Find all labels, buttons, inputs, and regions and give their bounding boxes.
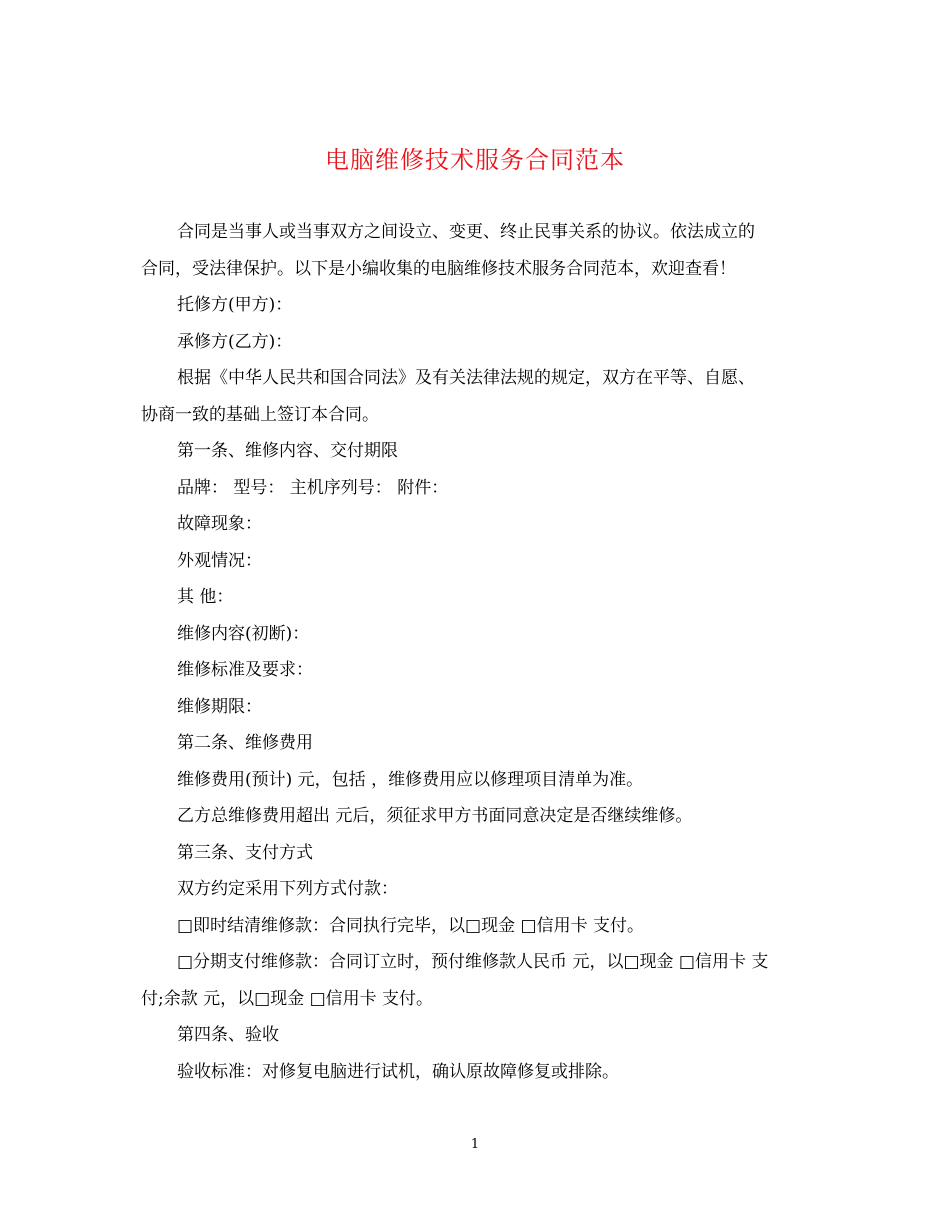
paragraph-line: 双方约定采用下列方式付款： (177, 879, 398, 899)
document-paragraph (141, 944, 813, 1017)
page-number: 1 (470, 1137, 480, 1152)
paragraph-line: 验收标准：对修复电脑进行试机，确认原故障修复或排除。 (177, 1061, 619, 1082)
document-paragraph (141, 725, 813, 762)
document-title: 电脑维修技术服务合同范本 (325, 146, 625, 174)
document-paragraph (141, 835, 813, 872)
paragraph-line: 第四条、验收 (177, 1025, 279, 1045)
paragraph-line: □分期支付维修款：合同订立时，预付维修款人民币 元，以□现金 □信用卡 支 (177, 952, 769, 972)
paragraph-line: 合同是当事人或当事双方之间设立、变更、终止民事关系的协议。依法成立的 (177, 222, 755, 242)
paragraph-line: 第二条、维修费用 (177, 733, 313, 753)
document-paragraph (141, 360, 813, 433)
paragraph-line: 故障现象： (177, 514, 262, 534)
document-body (141, 214, 813, 1090)
paragraph-line: 维修费用(预计) 元，包括 ，维修费用应以修理项目清单为准。 (177, 769, 644, 790)
document-paragraph (141, 470, 813, 507)
document-paragraph (141, 543, 813, 580)
document-paragraph (141, 798, 813, 835)
paragraph-line: 托修方(甲方)： (177, 295, 293, 315)
paragraph-line: 维修标准及要求： (177, 660, 313, 680)
paragraph-line: 根据《中华人民共和国合同法》及有关法律法规的规定，双方在平等、自愿、 (177, 368, 755, 388)
paragraph-line: 第三条、支付方式 (177, 842, 313, 863)
document-paragraph (141, 762, 813, 799)
paragraph-line: 第一条、维修内容、交付期限 (177, 441, 398, 461)
document-paragraph (141, 214, 813, 287)
document-paragraph (141, 287, 813, 324)
document-paragraph (141, 1017, 813, 1054)
document-paragraph (141, 579, 813, 616)
paragraph-line: 乙方总维修费用超出 元后，须征求甲方书面同意决定是否继续维修。 (177, 806, 693, 826)
paragraph-line: 合同，受法律保护。以下是小编收集的电脑维修技术服务合同范本，欢迎查看！ (141, 258, 736, 279)
document-paragraph (141, 433, 813, 470)
document-paragraph (141, 871, 813, 908)
paragraph-line: 品牌： 型号： 主机序列号： 附件： (177, 477, 449, 498)
document-paragraph (141, 908, 813, 945)
paragraph-line: 其 他： (177, 587, 234, 607)
document-paragraph (141, 616, 813, 653)
document-paragraph (141, 324, 813, 361)
document-paragraph (141, 506, 813, 543)
document-paragraph (141, 1054, 813, 1091)
paragraph-line: 承修方(乙方)： (177, 331, 293, 352)
document-paragraph (141, 652, 813, 689)
paragraph-line: 外观情况： (177, 550, 262, 571)
document-paragraph (141, 689, 813, 726)
paragraph-line: 维修内容(初断)： (177, 623, 310, 644)
paragraph-line: □即时结清维修款：合同执行完毕，以□现金 □信用卡 支付。 (177, 915, 644, 936)
paragraph-line: 付;余款 元，以□现金 □信用卡 支付。 (141, 988, 434, 1009)
paragraph-line: 维修期限： (177, 696, 262, 717)
paragraph-line: 协商一致的基础上签订本合同。 (141, 404, 379, 425)
